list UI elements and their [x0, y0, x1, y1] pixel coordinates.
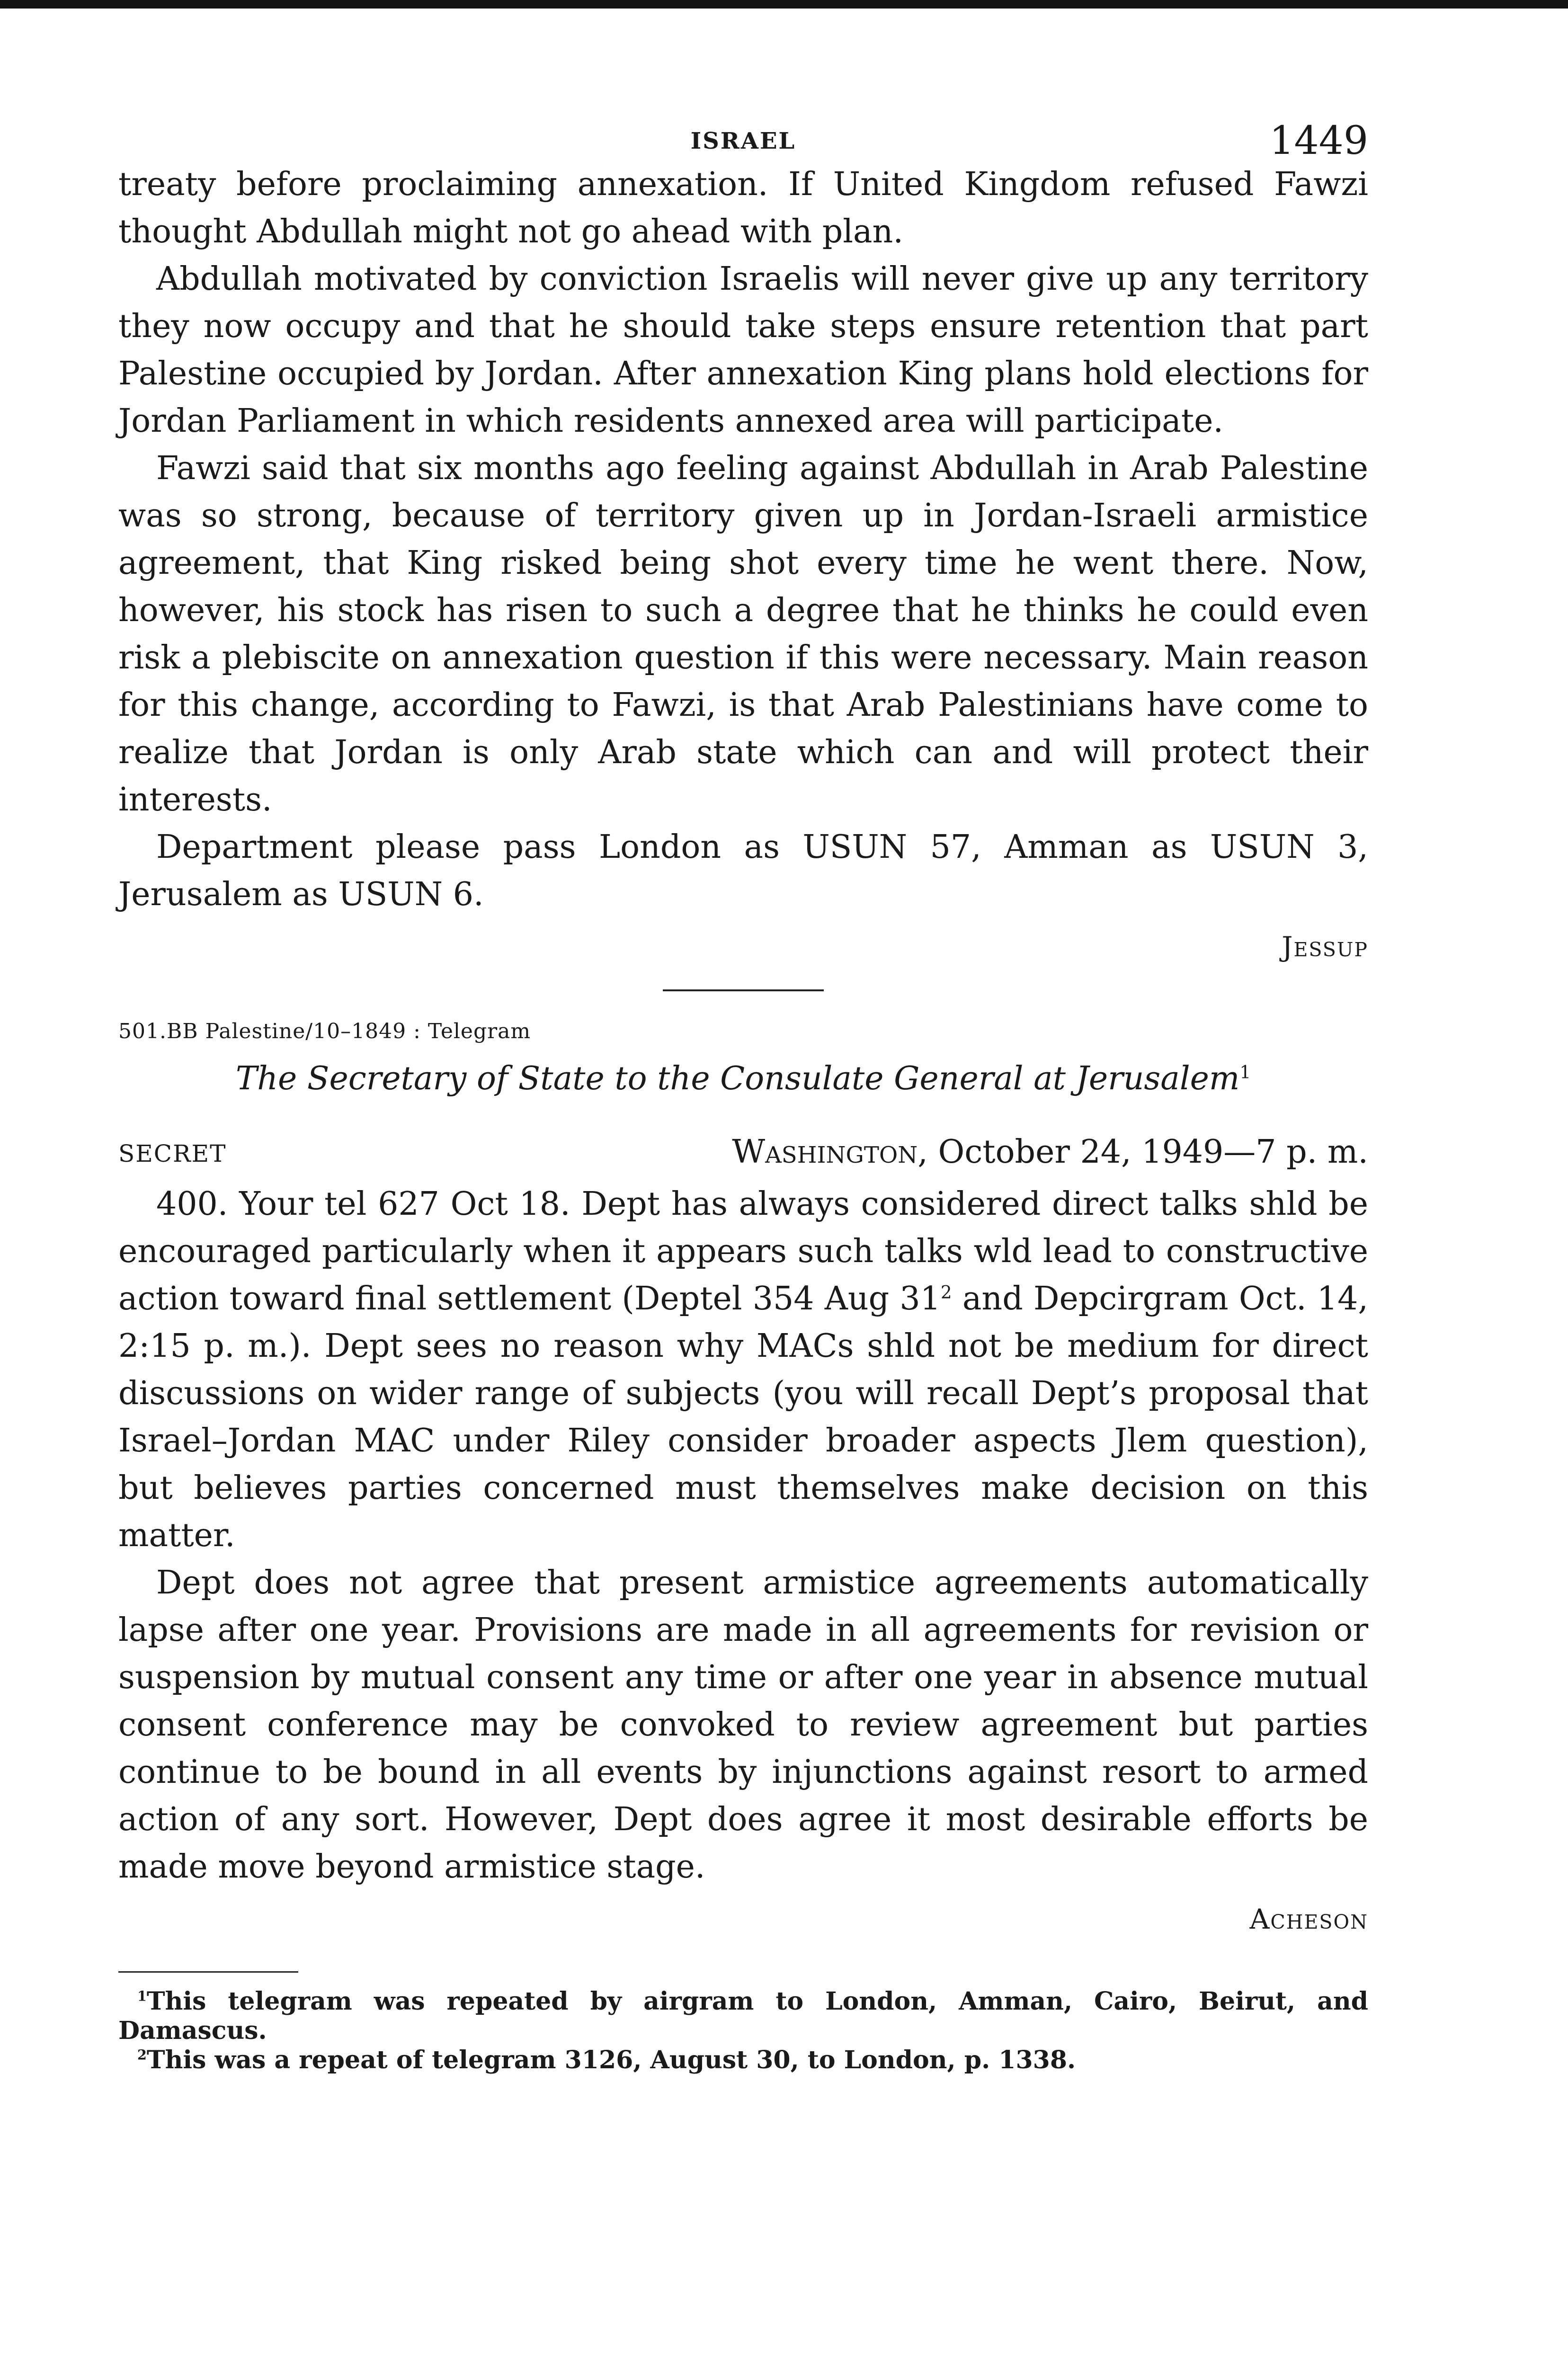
paragraph: Fawzi said that six months ago feeling against Abdullah in Arab Palestine was so strong, because of territory given up in Jordan-Israeli armistice agreement, that King risked being shot every time he went there. Now, however, his stock has risen to such a degree that he thinks he could even risk a plebiscite on annexation question if this were necessary. Main reason for this change, according to Fawzi, is that Arab Palestinians have come to realize that Jordan is only Arab state which can and will protect their interests. [118, 450, 1368, 819]
paragraph: Dept does not agree that present armistice agreements automatically lapse after one year. Provisions are made in all agreements for revision or suspension by mutual consent any time or after one year in absence mutual consent conference may be convoked to review agreement but parties continue to be bound in all events by injunctions against resort to armed action of any sort. However, Dept does agree it most desirable efforts be made move beyond armistice stage. [118, 1564, 1368, 1886]
paragraph: Department please pass London as USUN 57, Amman as USUN 3, Jerusalem as USUN 6. [118, 828, 1368, 913]
footnote-rule [118, 1971, 298, 1973]
footnote-mark: 1 [137, 1988, 147, 2004]
top-edge-rule [0, 0, 1568, 9]
footnote-text: This telegram was repeated by airgram to London, Amman, Cairo, Beirut, and Damascus. [118, 1987, 1368, 2045]
page [118, 109, 1368, 2075]
running-head [118, 109, 1368, 161]
dateline [118, 1129, 1368, 1181]
section-divider [663, 989, 824, 991]
telegram-body [118, 1181, 1368, 1891]
paragraph: Abdullah motivated by conviction Israelis will never give up any territory they now occupy and that he should take steps ensure retention that part Palestine occupied by Jordan. After annexation King plans hold elections for Jordan Parliament in which residents annexed area will participate. [118, 260, 1368, 440]
paragraph [118, 1181, 1368, 1559]
footnote [118, 2046, 1368, 2075]
footnote [118, 1987, 1368, 2046]
footnote-mark: 1 [1239, 1061, 1251, 1083]
signature-jessup: Jessup [1282, 931, 1368, 963]
page-number: 1449 [1269, 118, 1368, 163]
running-title: ISRAEL [690, 128, 796, 154]
file-reference: 501.BB Palestine/10–1849 : Telegram [118, 1019, 531, 1043]
continued-telegram-text [118, 161, 1368, 918]
footnote-text: This was a repeat of telegram 3126, August 30, to London, p. 1338. [146, 2046, 1076, 2074]
paragraph: treaty before proclaiming annexation. If United Kingdom refused Fawzi thought Abdullah might not go ahead with plan. [118, 166, 1368, 250]
footnote-mark: 2 [940, 1281, 952, 1303]
footnote-mark: 2 [137, 2047, 147, 2063]
date: , October 24, 1949—7 p. m. [918, 1133, 1368, 1171]
document-heading [118, 1053, 1368, 1105]
classification-label: SECRET [118, 1140, 227, 1167]
document-heading-text: The Secretary of State to the Consulate General at Jerusalem [235, 1060, 1240, 1097]
place: Washington [732, 1133, 918, 1171]
signature-acheson: Acheson [1249, 1903, 1368, 1935]
footnotes [118, 1987, 1368, 2075]
paragraph-text: and Depcirgram Oct. 14, 2:15 p. m.). Dept sees no reason why MACs shld not be medium for direct discussions on wider range of subjects (you will recall Dept’s proposal that Israel–Jordan MAC under Riley consider broader aspects Jlem question), but believes parties concerned must themselves make decision on this matter. [118, 1280, 1368, 1554]
paragraph-text: 400. Your tel 627 Oct 18. Dept has always considered direct talks shld be encouraged particularly when it appears such talks wld lead to constructive action toward final settlement (Deptel 354 Aug 31 [118, 1185, 1368, 1317]
place-and-date [732, 1133, 1368, 1171]
